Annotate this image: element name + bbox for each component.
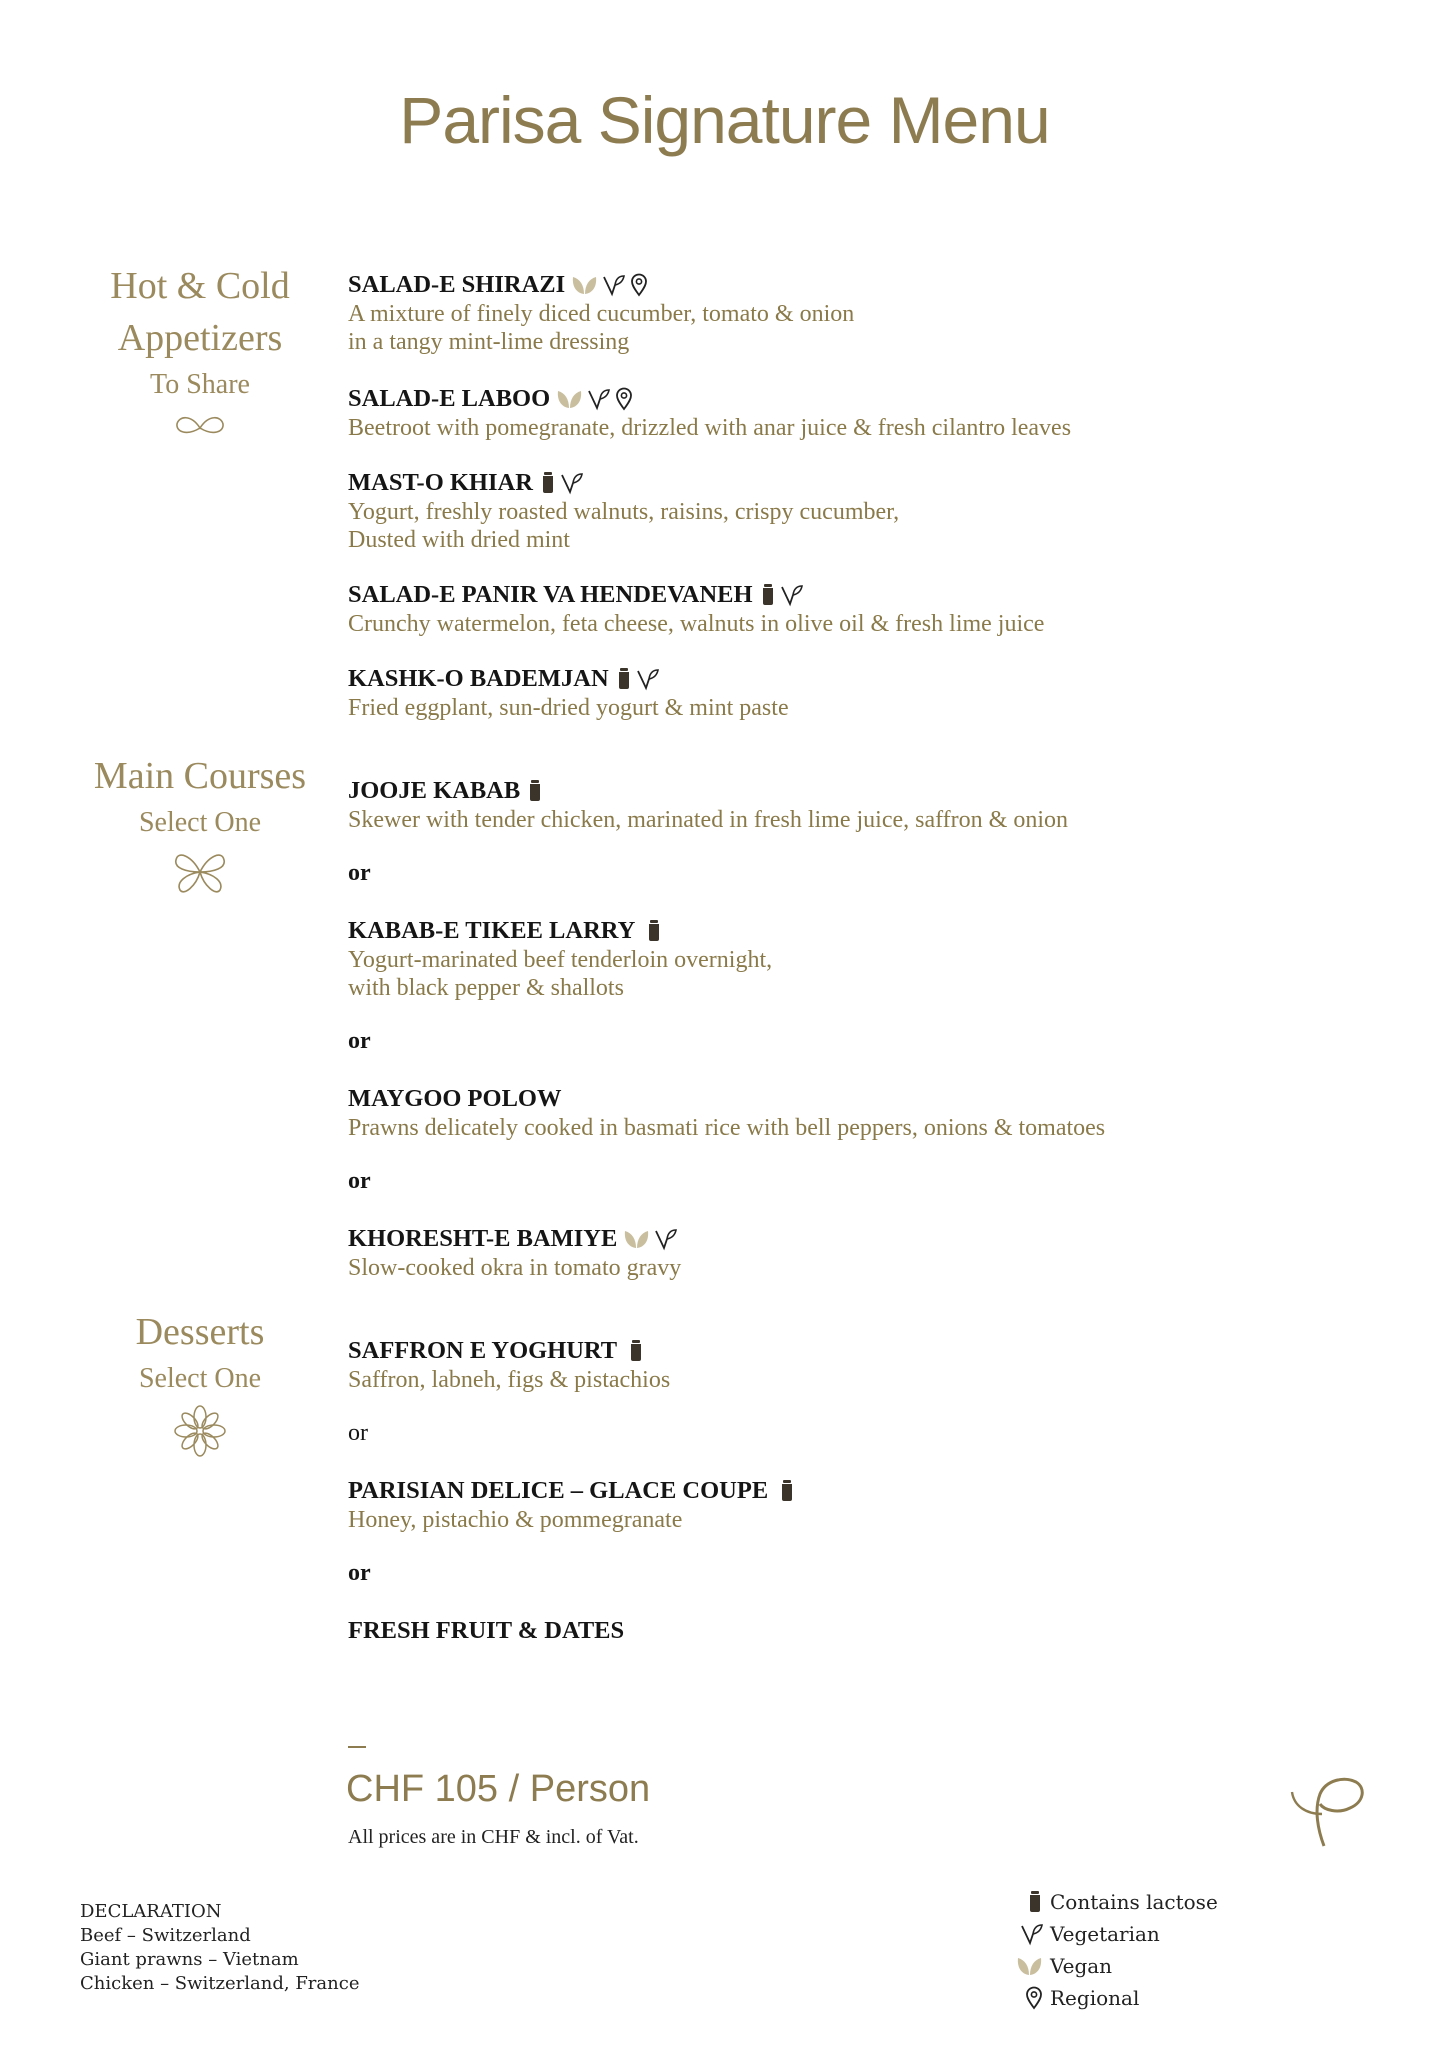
lactose-icon bbox=[627, 1339, 645, 1363]
menu-title: Parisa Signature Menu bbox=[399, 83, 1050, 157]
lactose-icon bbox=[615, 667, 633, 691]
lactose-icon bbox=[778, 1479, 796, 1503]
flower-ornament-icon bbox=[173, 1404, 227, 1458]
declaration-line: Chicken – Switzerland, France bbox=[80, 1973, 360, 1994]
item-description: Honey, pistachio & pommegranate bbox=[348, 1507, 683, 1533]
price-amount: CHF 105 / Person bbox=[346, 1768, 651, 1810]
menu-item bbox=[348, 776, 1068, 834]
vegetarian-icon bbox=[636, 667, 660, 691]
regional-icon bbox=[1024, 1986, 1044, 2010]
item-name: SALAD-E PANIR VA HENDEVANEH bbox=[348, 581, 753, 608]
price-dash bbox=[348, 1746, 366, 1748]
section-title-line1: Hot & Cold bbox=[110, 265, 290, 307]
vegetarian-icon bbox=[560, 471, 584, 495]
declaration-line: Beef – Switzerland bbox=[80, 1925, 251, 1946]
vegetarian-icon bbox=[1020, 1922, 1044, 1946]
section-subtitle: To Share bbox=[150, 369, 250, 400]
legend-label: Contains lactose bbox=[1050, 1890, 1218, 1914]
item-description: Prawns delicately cooked in basmati rice with bell peppers, onions & tomatoes bbox=[348, 1115, 1106, 1141]
ornament-icon bbox=[173, 410, 227, 440]
item-name: FRESH FRUIT & DATES bbox=[348, 1617, 625, 1644]
vegetarian-icon bbox=[587, 387, 611, 411]
item-name: KASHK-O BADEMJAN bbox=[348, 665, 609, 692]
item-name: KHORESHT-E BAMIYE bbox=[348, 1225, 618, 1252]
legend-row bbox=[1000, 1918, 1218, 1950]
lactose-icon bbox=[539, 471, 557, 495]
item-description: Yogurt, freshly roasted walnuts, raisins, crispy cucumber, Dusted with dried mint bbox=[348, 499, 900, 553]
declaration-heading: DECLARATION bbox=[80, 1901, 222, 1922]
regional-icon bbox=[614, 387, 634, 411]
item-description: Yogurt-marinated beef tenderloin overnight, with black pepper & shallots bbox=[348, 947, 773, 1001]
declaration bbox=[80, 1900, 359, 1996]
item-name: SAFFRON E YOGHURT bbox=[348, 1337, 618, 1364]
legend-row bbox=[1000, 1982, 1218, 2014]
section-subtitle: Select One bbox=[138, 1363, 262, 1394]
item-description: Slow-cooked okra in tomato gravy bbox=[348, 1255, 682, 1281]
or-separator: or bbox=[348, 1168, 371, 1194]
menu-item bbox=[348, 1476, 796, 1534]
menu-item bbox=[348, 384, 1071, 442]
item-description: Beetroot with pomegranate, drizzled with anar juice & fresh cilantro leaves bbox=[348, 415, 1072, 441]
parisa-logo-icon bbox=[1284, 1770, 1370, 1850]
item-description: Saffron, labneh, figs & pistachios bbox=[348, 1367, 671, 1393]
vegetarian-icon bbox=[602, 273, 626, 297]
lactose-icon bbox=[759, 583, 777, 607]
or-separator: or bbox=[348, 1560, 371, 1586]
menu-item bbox=[348, 916, 772, 1002]
legend-row bbox=[1000, 1950, 1218, 1982]
item-name: PARISIAN DELICE – GLACE COUPE bbox=[348, 1477, 769, 1504]
legend bbox=[1000, 1886, 1218, 2014]
item-name: JOOJE KABAB bbox=[348, 777, 521, 804]
butterfly-ornament-icon bbox=[172, 848, 228, 896]
legend-label: Vegan bbox=[1050, 1954, 1113, 1978]
lactose-icon bbox=[645, 919, 663, 943]
menu-item bbox=[348, 1084, 1105, 1142]
declaration-line: Giant prawns – Vietnam bbox=[80, 1949, 299, 1970]
section-label-desserts bbox=[60, 1306, 340, 1458]
section-title-line2: Appetizers bbox=[117, 317, 283, 359]
section-title: Desserts bbox=[135, 1311, 265, 1353]
vegan-icon bbox=[571, 273, 599, 297]
or-separator: or bbox=[348, 1420, 368, 1446]
menu-item bbox=[348, 1336, 670, 1394]
legend-label: Regional bbox=[1050, 1986, 1140, 2010]
or-separator: or bbox=[348, 860, 371, 886]
item-name: SALAD-E SHIRAZI bbox=[348, 271, 566, 298]
item-name: MAST-O KHIAR bbox=[348, 469, 533, 496]
section-subtitle: Select One bbox=[138, 807, 262, 838]
section-label-mains bbox=[60, 750, 340, 896]
item-description: Fried eggplant, sun-dried yogurt & mint paste bbox=[348, 695, 789, 721]
vegetarian-icon bbox=[780, 583, 804, 607]
item-name: SALAD-E LABOO bbox=[348, 385, 551, 412]
vegan-icon bbox=[1016, 1954, 1044, 1978]
menu-item bbox=[348, 1224, 681, 1282]
legend-label: Vegetarian bbox=[1050, 1922, 1160, 1946]
section-title: Main Courses bbox=[93, 755, 307, 797]
menu-item bbox=[348, 580, 1044, 638]
or-separator: or bbox=[348, 1028, 371, 1054]
section-label-appetizers bbox=[60, 260, 340, 440]
menu-item bbox=[348, 664, 789, 722]
vegan-icon bbox=[623, 1227, 651, 1251]
vegetarian-icon bbox=[654, 1227, 678, 1251]
menu-item bbox=[348, 270, 854, 356]
vegan-icon bbox=[556, 387, 584, 411]
price-note: All prices are in CHF & incl. of Vat. bbox=[348, 1826, 639, 1848]
menu-item bbox=[348, 468, 899, 554]
regional-icon bbox=[629, 273, 649, 297]
item-description: A mixture of finely diced cucumber, tomato & onion in a tangy mint-lime dressing bbox=[348, 301, 855, 355]
item-name: KABAB-E TIKEE LARRY bbox=[348, 917, 636, 944]
menu-item bbox=[348, 1616, 624, 1646]
item-description: Skewer with tender chicken, marinated in fresh lime juice, saffron & onion bbox=[348, 807, 1068, 833]
legend-row bbox=[1000, 1886, 1218, 1918]
lactose-icon bbox=[526, 779, 544, 803]
item-description: Crunchy watermelon, feta cheese, walnuts in olive oil & fresh lime juice bbox=[348, 611, 1045, 637]
lactose-icon bbox=[1026, 1890, 1044, 1914]
item-name: MAYGOO POLOW bbox=[348, 1085, 562, 1112]
